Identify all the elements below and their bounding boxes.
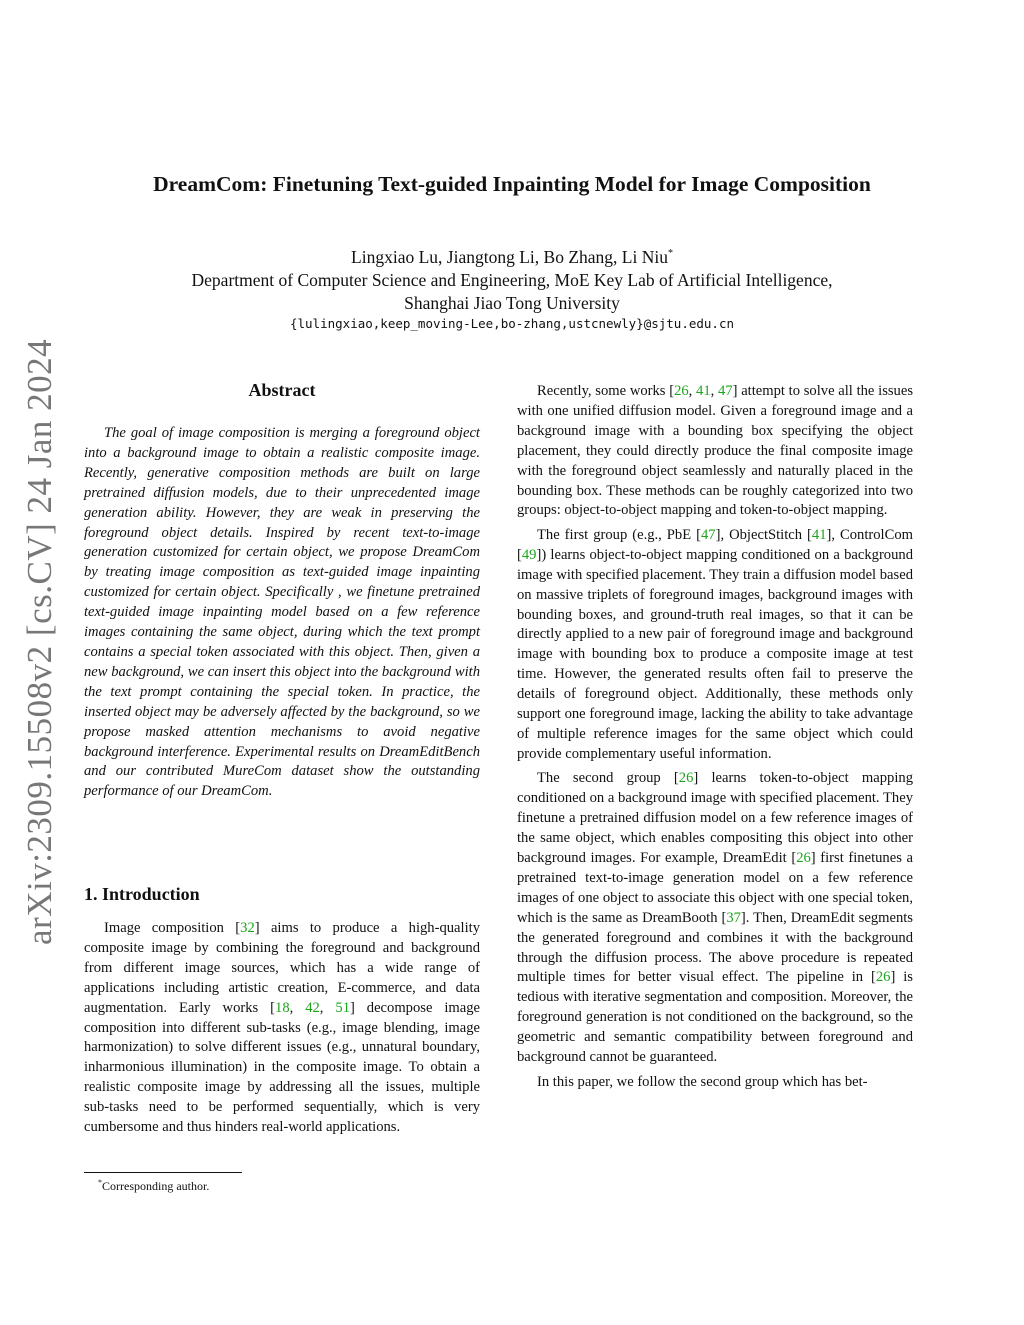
text-run: Image composition [ <box>104 920 241 936</box>
arxiv-identifier: arXiv:2309.15508v2 [cs.CV] 24 Jan 2024 <box>20 338 59 945</box>
text-run: ], ObjectStitch [ <box>715 526 812 543</box>
footnote-mark: * <box>98 1178 102 1187</box>
footnote-text: Corresponding author. <box>102 1179 210 1193</box>
text-run: The first group (e.g., PbE [ <box>537 526 701 543</box>
citation-link[interactable]: 18 <box>275 999 290 1016</box>
abstract-heading: Abstract <box>248 380 316 400</box>
text-run: ]. Then, DreamEdit segments the generated foreground and combines it with the background through the diffusion process. The above procedure is repeated multiple times for better visual effect. The pipeline in [ <box>517 909 913 986</box>
text-run: The second group [ <box>537 770 679 787</box>
text-run: Recently, some works [ <box>537 383 675 399</box>
text-run: ] decompose image composition into different sub-tasks (e.g., image blending, image harmonization) to solve different issues (e.g., unnatural boundary, inharmonious illumination) in the composite image. To obtain a realistic composite image by addressing all the issues, multiple sub-tasks need to be performed sequentially, which is very cumbersome and thus hinders real-world applications. <box>84 999 481 1136</box>
author-names <box>0 242 1024 269</box>
right-paragraph-4: In this paper, we follow the second group which has bet- <box>537 1073 868 1090</box>
footnote <box>98 1178 209 1194</box>
citation-link[interactable]: 41 <box>696 383 711 399</box>
citation-link[interactable]: 47 <box>718 383 733 399</box>
right-paragraph-3 <box>517 769 913 1068</box>
citation-link[interactable]: 47 <box>701 526 716 543</box>
author-emails: {lulingxiao,keep_moving-Lee,bo-zhang,ustcnewly}@sjtu.edu.cn <box>289 316 734 331</box>
citation-link[interactable]: 26 <box>678 770 694 787</box>
intro-paragraph-1 <box>84 919 480 1138</box>
right-column <box>517 382 913 1093</box>
citation-link[interactable]: 26 <box>796 850 811 867</box>
author-names-text: Lingxiao Lu, Jiangtong Li, Bo Zhang, Li Niu <box>351 246 668 267</box>
corresponding-mark: * <box>667 248 673 259</box>
affiliation-line-1: Department of Computer Science and Engineering, MoE Key Lab of Artificial Intelligence, <box>191 269 833 290</box>
affiliation-line-2: Shanghai Jiao Tong University <box>404 292 620 313</box>
citation-link[interactable]: 32 <box>240 920 255 936</box>
abstract-paragraph: The goal of image composition is merging a foreground object into a background image to obtain a realistic composite image. Recently, generative composition methods are built on large pretrained diffusion models, due to their unprecedented image generation ability. However, they are weak in preserving the foreground object details. Inspired by recent text-to-image generation customized for certain object, we propose DreamCom by treating image composition as text-guided image inpainting customized for certain object. Specifically , we finetune pretrained text-guided image inpainting model based on a few reference images containing the same object, during which the text prompt contains a special token associated with this object. Then, given a new background, we can insert this object into the background with the text prompt containing the special token. In practice, the inserted object may be adversely affected by the background, so we propose masked attention mechanisms to avoid negative background interference. Experimental results on DreamEditBench and our contributed MureCom dataset show the outstanding performance of our DreamCom. <box>84 425 480 800</box>
text-run: , <box>710 383 719 399</box>
text-run: ] learns token-to-object mapping conditioned on a background image with specified placement. They finetune a pretrained diffusion model on a few reference images of the same object, which enables compositing this object into other background images. For example, DreamEdit [ <box>517 770 913 867</box>
citation-link[interactable]: 26 <box>674 383 689 399</box>
citation-link[interactable]: 51 <box>335 999 350 1016</box>
text-run: ]) learns object-to-object mapping conditioned on a background image with specified placement. They train a diffusion model based on massive triplets of foreground images, background images with bounding boxes, and ground-truth real images, so that it can be directly applied to a new pair of foreground image and background image with bounding box to produce a composite image at test time. However, the generated results often fail to preserve the details of foreground object. Additionally, these methods only support one foreground image, lacking the ability to take advantage of multiple reference images for the same object which could provide complementary useful information. <box>517 546 913 762</box>
text-run: ] aims to produce a high-quality composite image by combining the foreground and background from different image sources, which has a wide range of applications including artistic creation, E-commerce, and data augmentation. Early works [ <box>84 920 480 1016</box>
text-run: ] is tedious with iterative segmentation and composition. Moreover, the foreground generation is not conditioned on the background, so the geometric and semantic compatibility between foreground and background cannot be guaranteed. <box>517 969 913 1066</box>
footnote-rule <box>84 1172 242 1173</box>
citation-link[interactable]: 42 <box>305 999 320 1016</box>
text-run: , <box>319 999 336 1016</box>
text-run: ], ControlCom [ <box>517 526 913 563</box>
text-run: ] attempt to solve all the issues with one unified diffusion model. Given a foreground image and a background image with a bounding box specifying the object placement, they could directly produce the final composite image with the foreground object seamlessly and naturally placed in the bounding box. These methods can be roughly categorized into two groups: object-to-object mapping and token-to-object mapping. <box>517 383 914 519</box>
text-run: , <box>688 383 697 399</box>
citation-link[interactable]: 26 <box>875 969 891 986</box>
right-paragraph-2 <box>517 526 913 765</box>
text-run: ] first finetunes a pretrained text-to-image generation model on a few reference images of one object to associate this object with one special token, which is the same as DreamBooth [ <box>517 850 913 926</box>
paper-title: DreamCom: Finetuning Text-guided Inpainting Model for Image Composition <box>153 172 871 196</box>
abstract-text <box>84 424 480 802</box>
introduction-column-left <box>84 919 480 1138</box>
introduction-heading: 1. Introduction <box>84 884 200 904</box>
citation-link[interactable]: 37 <box>726 909 741 926</box>
citation-link[interactable]: 49 <box>521 546 537 563</box>
citation-link[interactable]: 41 <box>811 526 827 543</box>
text-run: , <box>289 999 306 1016</box>
right-paragraph-1 <box>517 382 913 521</box>
author-block <box>0 242 1024 315</box>
